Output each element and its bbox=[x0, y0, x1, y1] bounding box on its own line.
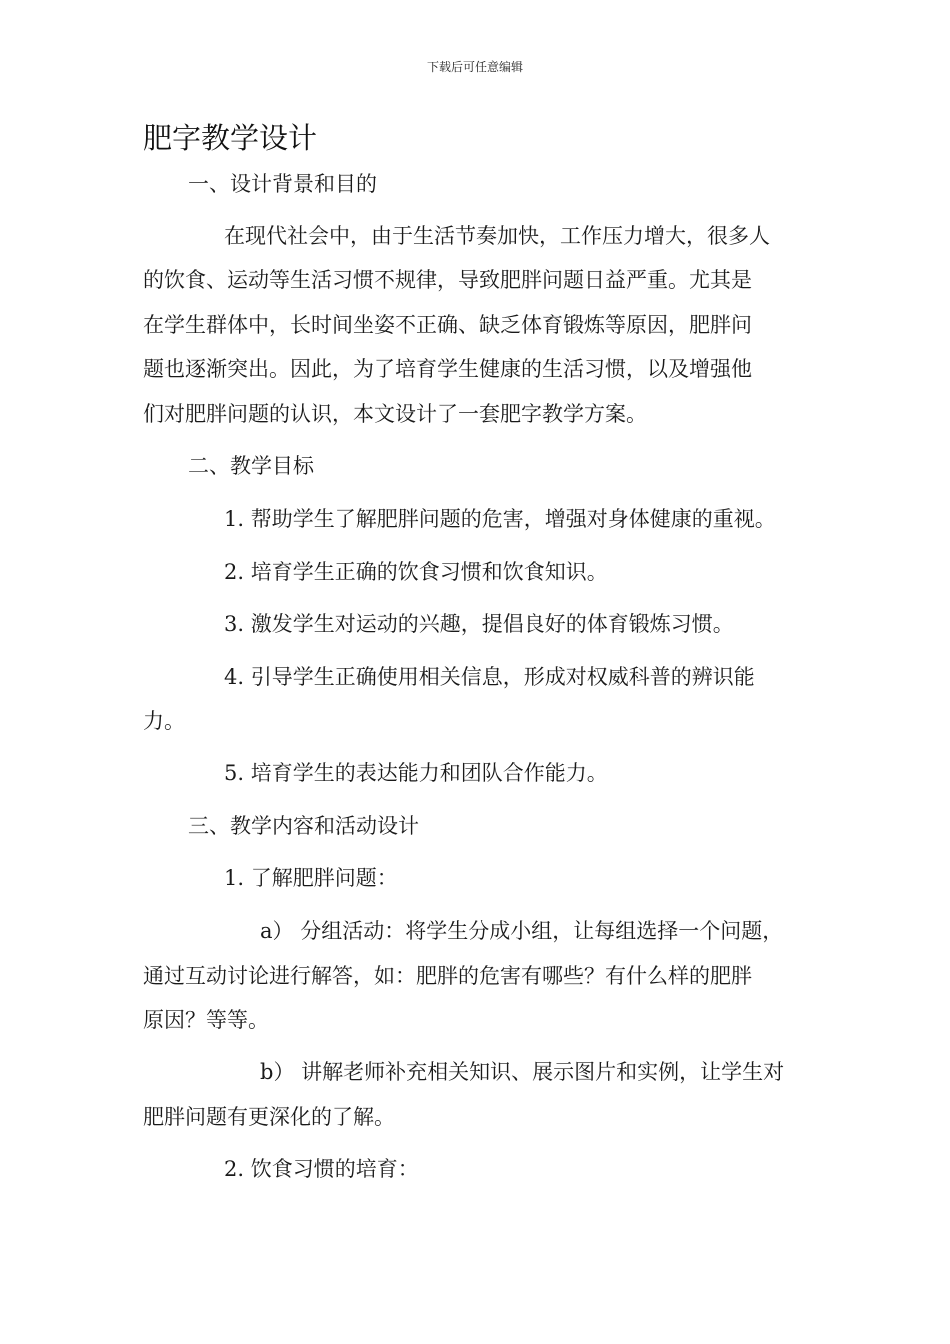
section-heading-background: 一、设计背景和目的 bbox=[188, 172, 377, 196]
paragraph-line: 原因？等等。 bbox=[143, 1008, 269, 1032]
list-item: 2. 培育学生正确的饮食习惯和饮食知识。 bbox=[224, 560, 608, 584]
page-header-note: 下载后可任意编辑 bbox=[426, 60, 523, 74]
list-item: 3. 激发学生对运动的兴趣，提倡良好的体育锻炼习惯。 bbox=[224, 612, 734, 636]
list-item: 5. 培育学生的表达能力和团队合作能力。 bbox=[224, 761, 608, 785]
list-item: 1. 帮助学生了解肥胖问题的危害，增强对身体健康的重视。 bbox=[224, 507, 776, 531]
paragraph-line: 们对肥胖问题的认识，本文设计了一套肥字教学方案。 bbox=[143, 402, 647, 426]
section-heading-goals: 二、教学目标 bbox=[188, 454, 314, 478]
list-item: 4. 引导学生正确使用相关信息，形成对权威科普的辨识能 bbox=[224, 665, 755, 689]
sub-list-item: a） 分组活动：将学生分成小组，让每组选择一个问题， bbox=[260, 919, 784, 943]
list-item: 1. 了解肥胖问题： bbox=[224, 866, 398, 890]
list-item: 2. 饮食习惯的培育： bbox=[224, 1157, 419, 1181]
paragraph-line: 在学生群体中，长时间坐姿不正确、缺乏体育锻炼等原因，肥胖问 bbox=[143, 313, 752, 337]
paragraph-line: 通过互动讨论进行解答，如：肥胖的危害有哪些？有什么样的肥胖 bbox=[143, 964, 752, 988]
paragraph-line: 的饮食、运动等生活习惯不规律，导致肥胖问题日益严重。尤其是 bbox=[143, 268, 752, 292]
sub-list-item: b） 讲解老师补充相关知识、展示图片和实例，让学生对 bbox=[260, 1060, 785, 1084]
section-heading-content: 三、教学内容和活动设计 bbox=[188, 814, 419, 838]
list-item-continuation: 力。 bbox=[143, 709, 185, 733]
paragraph-line: 题也逐渐突出。因此，为了培育学生健康的生活习惯，以及增强他 bbox=[143, 357, 752, 381]
paragraph-line: 肥胖问题有更深化的了解。 bbox=[143, 1105, 395, 1129]
document-title: 肥字教学设计 bbox=[143, 121, 318, 155]
paragraph-line: 在现代社会中，由于生活节奏加快，工作压力增大，很多人 bbox=[224, 224, 770, 248]
